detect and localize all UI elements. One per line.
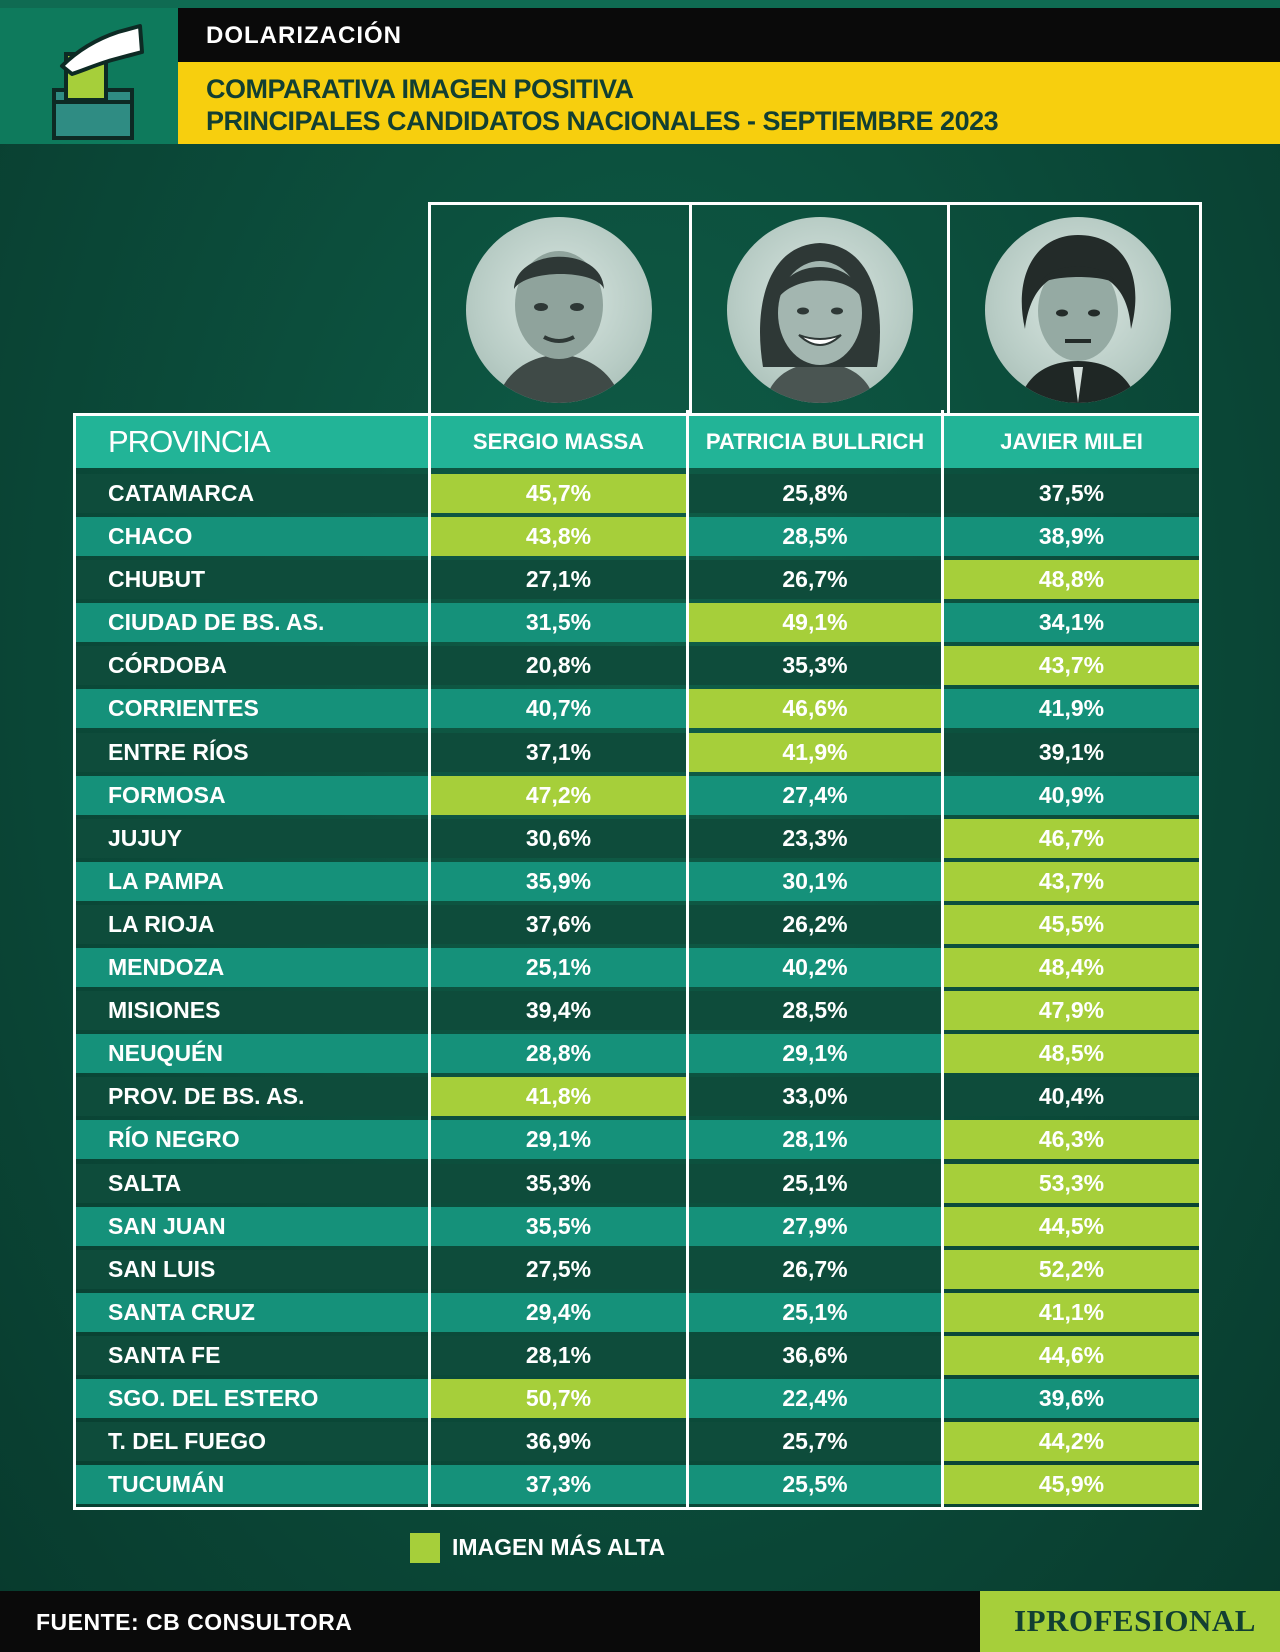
value-cell: 30,1% xyxy=(689,862,941,901)
province-cell: CORRIENTES xyxy=(76,689,428,728)
table-row xyxy=(76,1291,1199,1334)
table-row xyxy=(76,817,1199,860)
table-row xyxy=(76,946,1199,989)
province-cell: SANTA FE xyxy=(76,1336,428,1375)
source-label: FUENTE: CB CONSULTORA xyxy=(36,1609,353,1635)
value-cell: 40,7% xyxy=(431,689,686,728)
value-cell: 39,1% xyxy=(944,733,1199,772)
value-cell: 27,9% xyxy=(689,1207,941,1246)
portrait-massa xyxy=(466,217,652,403)
province-cell: MISIONES xyxy=(76,991,428,1030)
value-cell: 25,7% xyxy=(689,1422,941,1461)
table-row xyxy=(76,731,1199,774)
value-cell: 20,8% xyxy=(431,646,686,685)
table-row xyxy=(76,1118,1199,1161)
value-cell: 25,5% xyxy=(689,1465,941,1504)
value-cell: 31,5% xyxy=(431,603,686,642)
value-cell: 40,4% xyxy=(944,1077,1199,1116)
table-row xyxy=(76,1420,1199,1463)
province-cell: JUJUY xyxy=(76,819,428,858)
value-cell: 48,4% xyxy=(944,948,1199,987)
value-cell: 25,1% xyxy=(689,1164,941,1203)
province-cell: CIUDAD DE BS. AS. xyxy=(76,603,428,642)
value-cell: 33,0% xyxy=(689,1077,941,1116)
value-cell: 27,1% xyxy=(431,560,686,599)
table-row xyxy=(76,860,1199,903)
category-bar xyxy=(178,8,1280,62)
value-cell: 46,7% xyxy=(944,819,1199,858)
category-label: DOLARIZACIÓN xyxy=(206,22,402,49)
ballot-box-icon xyxy=(0,8,178,144)
value-cell: 36,6% xyxy=(689,1336,941,1375)
province-cell: RÍO NEGRO xyxy=(76,1120,428,1159)
photo-cell-bullrich xyxy=(689,205,950,414)
legend-swatch xyxy=(410,1533,440,1563)
table-body xyxy=(76,472,1199,1506)
value-cell: 52,2% xyxy=(944,1250,1199,1289)
table-row xyxy=(76,1205,1199,1248)
value-cell: 27,4% xyxy=(689,776,941,815)
value-cell: 47,9% xyxy=(944,991,1199,1030)
table-row xyxy=(76,774,1199,817)
value-cell: 45,9% xyxy=(944,1465,1199,1504)
province-cell: SAN JUAN xyxy=(76,1207,428,1246)
portrait-bullrich xyxy=(727,217,913,403)
value-cell: 49,1% xyxy=(689,603,941,642)
province-cell: NEUQUÉN xyxy=(76,1034,428,1073)
province-cell: CÓRDOBA xyxy=(76,646,428,685)
value-cell: 46,6% xyxy=(689,689,941,728)
province-cell: CATAMARCA xyxy=(76,474,428,513)
value-cell: 28,5% xyxy=(689,517,941,556)
table-row xyxy=(76,1463,1199,1506)
province-cell: SGO. DEL ESTERO xyxy=(76,1379,428,1418)
value-cell: 34,1% xyxy=(944,603,1199,642)
header-patricia-bullrich: PATRICIA BULLRICH xyxy=(689,416,941,468)
value-cell: 44,2% xyxy=(944,1422,1199,1461)
value-cell: 28,5% xyxy=(689,991,941,1030)
province-cell: LA RIOJA xyxy=(76,905,428,944)
header-javier-milei: JAVIER MILEI xyxy=(944,416,1199,468)
table-row xyxy=(76,1075,1199,1118)
value-cell: 35,3% xyxy=(689,646,941,685)
value-cell: 26,7% xyxy=(689,1250,941,1289)
value-cell: 45,7% xyxy=(431,474,686,513)
value-cell: 43,7% xyxy=(944,646,1199,685)
table-row xyxy=(76,1248,1199,1291)
value-cell: 26,2% xyxy=(689,905,941,944)
title-line-1: COMPARATIVA IMAGEN POSITIVA xyxy=(206,74,634,104)
province-cell: PROV. DE BS. AS. xyxy=(76,1077,428,1116)
table-row xyxy=(76,1334,1199,1377)
table-row xyxy=(76,687,1199,730)
value-cell: 35,9% xyxy=(431,862,686,901)
header-sergio-massa: SERGIO MASSA xyxy=(431,416,686,468)
value-cell: 43,7% xyxy=(944,862,1199,901)
title-bar xyxy=(178,62,1280,144)
table-row xyxy=(76,903,1199,946)
value-cell: 41,8% xyxy=(431,1077,686,1116)
value-cell: 39,6% xyxy=(944,1379,1199,1418)
value-cell: 23,3% xyxy=(689,819,941,858)
value-cell: 35,5% xyxy=(431,1207,686,1246)
province-cell: ENTRE RÍOS xyxy=(76,733,428,772)
value-cell: 50,7% xyxy=(431,1379,686,1418)
value-cell: 35,3% xyxy=(431,1164,686,1203)
value-cell: 43,8% xyxy=(431,517,686,556)
province-cell: T. DEL FUEGO xyxy=(76,1422,428,1461)
value-cell: 37,5% xyxy=(944,474,1199,513)
value-cell: 39,4% xyxy=(431,991,686,1030)
table-row xyxy=(76,1162,1199,1205)
value-cell: 47,2% xyxy=(431,776,686,815)
table-row xyxy=(76,558,1199,601)
value-cell: 44,6% xyxy=(944,1336,1199,1375)
province-cell: CHUBUT xyxy=(76,560,428,599)
value-cell: 48,8% xyxy=(944,560,1199,599)
value-cell: 37,6% xyxy=(431,905,686,944)
value-cell: 46,3% xyxy=(944,1120,1199,1159)
candidate-photos xyxy=(428,202,1202,414)
value-cell: 26,7% xyxy=(689,560,941,599)
table-row xyxy=(76,1032,1199,1075)
value-cell: 29,4% xyxy=(431,1293,686,1332)
value-cell: 40,9% xyxy=(944,776,1199,815)
value-cell: 25,8% xyxy=(689,474,941,513)
top-accent-line xyxy=(0,0,1280,8)
value-cell: 28,1% xyxy=(431,1336,686,1375)
value-cell: 29,1% xyxy=(689,1034,941,1073)
legend-label: IMAGEN MÁS ALTA xyxy=(452,1534,665,1560)
value-cell: 25,1% xyxy=(431,948,686,987)
table-row xyxy=(76,644,1199,687)
province-cell: SALTA xyxy=(76,1164,428,1203)
province-cell: SANTA CRUZ xyxy=(76,1293,428,1332)
value-cell: 27,5% xyxy=(431,1250,686,1289)
table-header xyxy=(76,416,1199,470)
province-cell: TUCUMÁN xyxy=(76,1465,428,1504)
table-row xyxy=(76,515,1199,558)
table-row xyxy=(76,472,1199,515)
value-cell: 37,3% xyxy=(431,1465,686,1504)
value-cell: 40,2% xyxy=(689,948,941,987)
value-cell: 22,4% xyxy=(689,1379,941,1418)
table-row xyxy=(76,989,1199,1032)
portrait-milei xyxy=(985,217,1171,403)
brand-logo: IPROFESIONAL xyxy=(1014,1603,1256,1638)
value-cell: 28,1% xyxy=(689,1120,941,1159)
value-cell: 36,9% xyxy=(431,1422,686,1461)
value-cell: 25,1% xyxy=(689,1293,941,1332)
value-cell: 53,3% xyxy=(944,1164,1199,1203)
value-cell: 30,6% xyxy=(431,819,686,858)
province-cell: SAN LUIS xyxy=(76,1250,428,1289)
brand-box xyxy=(980,1591,1280,1652)
photo-cell-massa xyxy=(431,205,689,414)
title-line-2: PRINCIPALES CANDIDATOS NACIONALES - SEPTIEMBRE 2023 xyxy=(206,106,999,136)
province-cell: MENDOZA xyxy=(76,948,428,987)
value-cell: 41,9% xyxy=(944,689,1199,728)
value-cell: 44,5% xyxy=(944,1207,1199,1246)
table-row xyxy=(76,1377,1199,1420)
value-cell: 37,1% xyxy=(431,733,686,772)
logo-box xyxy=(0,8,178,144)
value-cell: 29,1% xyxy=(431,1120,686,1159)
province-cell: LA PAMPA xyxy=(76,862,428,901)
value-cell: 41,1% xyxy=(944,1293,1199,1332)
value-cell: 28,8% xyxy=(431,1034,686,1073)
header-provincia: PROVINCIA xyxy=(76,416,428,468)
value-cell: 38,9% xyxy=(944,517,1199,556)
value-cell: 45,5% xyxy=(944,905,1199,944)
value-cell: 41,9% xyxy=(689,733,941,772)
value-cell: 48,5% xyxy=(944,1034,1199,1073)
table-row xyxy=(76,601,1199,644)
province-cell: FORMOSA xyxy=(76,776,428,815)
photo-cell-milei xyxy=(947,205,1208,414)
province-cell: CHACO xyxy=(76,517,428,556)
